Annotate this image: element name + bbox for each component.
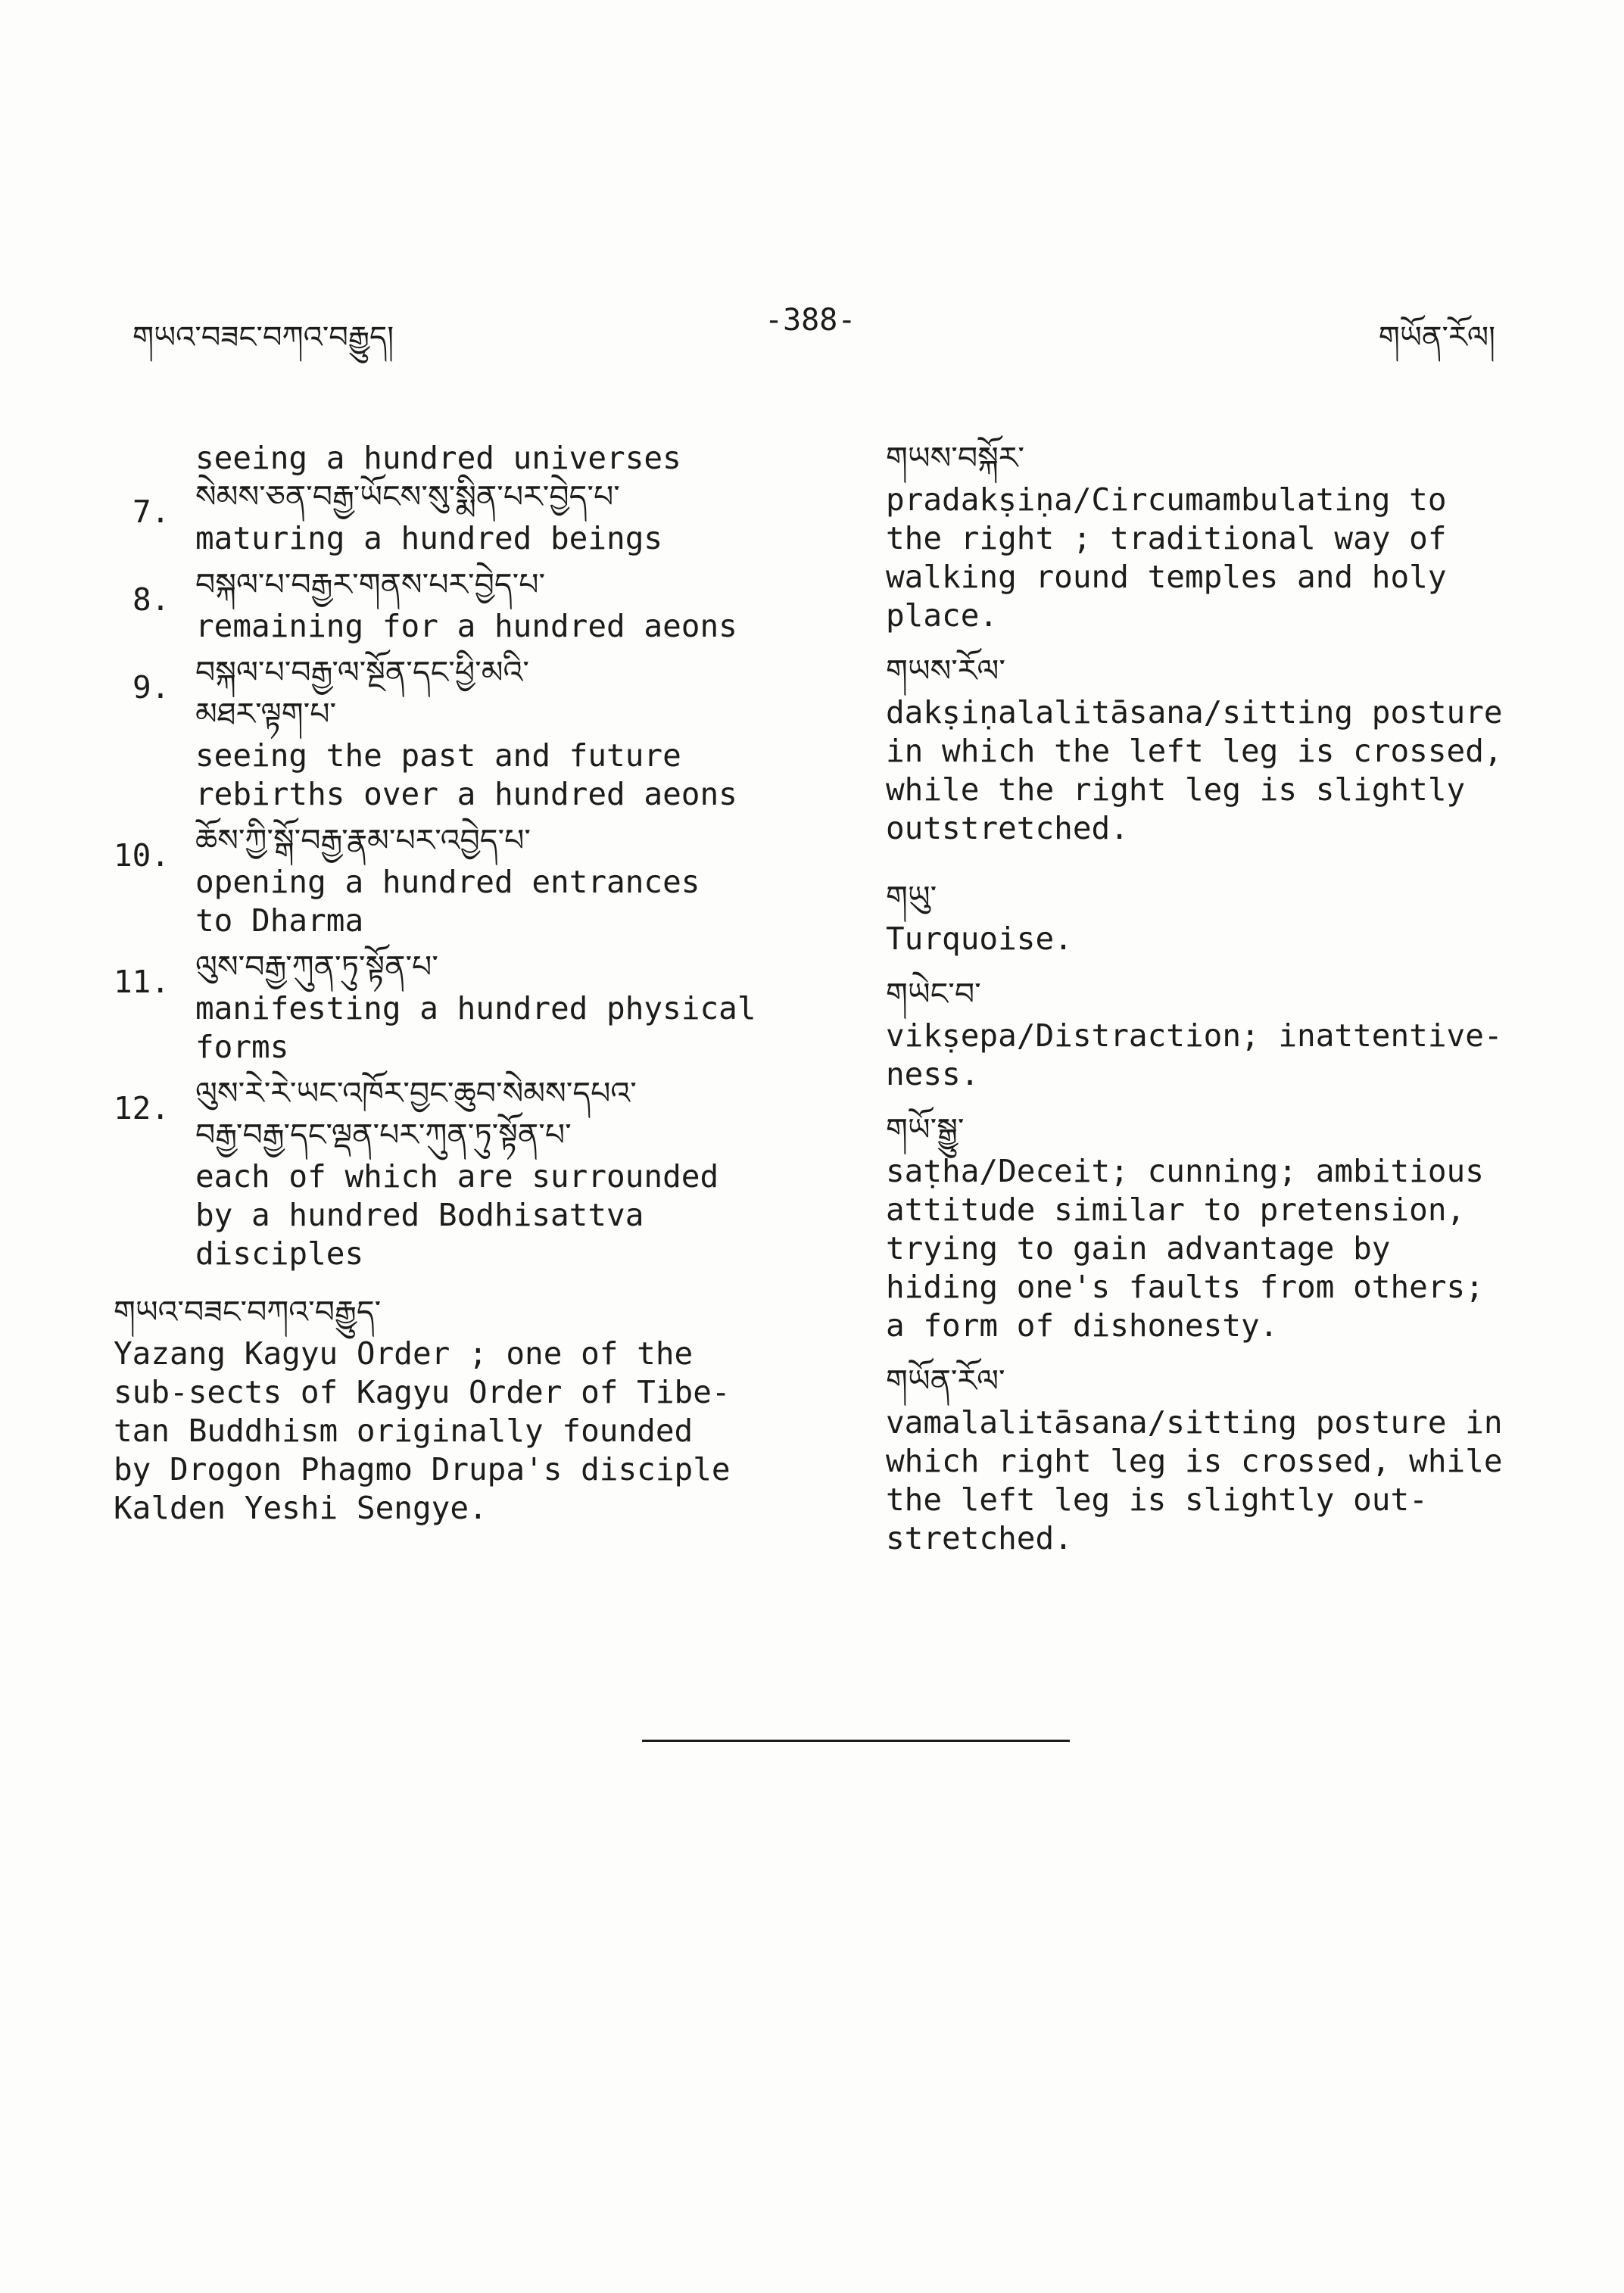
entry-definition-line: Kalden Yeshi Sengye.	[114, 1490, 488, 1526]
entry-headword: གཡས་བསྐོར་	[886, 440, 1024, 476]
glossary-entry	[886, 878, 1567, 958]
glossary-entry	[886, 975, 1567, 1094]
english-gloss: opening a hundred entrances	[195, 864, 700, 900]
english-gloss: each of which are surrounded	[195, 1158, 719, 1195]
tibetan-term-continued: བརྒྱ་བརྒྱ་དང་ལྡན་པར་ཀུན་ཏུ་སྟོན་པ་	[195, 1117, 572, 1153]
tibetan-term: བསྐལ་པ་བརྒྱ་ལ་སྔོན་དང་ཕྱི་མའི་	[195, 654, 529, 690]
list-item-12	[114, 1074, 810, 1273]
page-number: -388-	[765, 303, 856, 338]
item-number: 7.	[132, 494, 170, 530]
entry-definition-line: sub-sects of Kagyu Order of Tibe-	[114, 1374, 731, 1410]
entry-headword: གཡུ་	[886, 879, 937, 915]
entry-definition-line: hiding one's faults from others;	[886, 1269, 1484, 1305]
entry-definition-line: while the right leg is slightly	[886, 771, 1466, 808]
continued-line: seeing a hundred universes	[195, 440, 681, 476]
english-gloss: remaining for a hundred aeons	[195, 608, 737, 644]
section-end-rule	[642, 1740, 1070, 1742]
tibetan-term: ལུས་རེ་རེ་ཡང་འཁོར་བྱང་ཆུབ་སེམས་དཔའ་	[195, 1075, 637, 1111]
english-gloss: by a hundred Bodhisattva	[195, 1197, 644, 1233]
left-column	[114, 439, 810, 1544]
entry-definition-line: the left leg is slightly out-	[886, 1481, 1428, 1518]
glossary-entry	[886, 1111, 1567, 1345]
entry-definition-line: vamalalitāsana/sitting posture in	[886, 1404, 1503, 1441]
glossary-entry	[886, 652, 1567, 848]
right-column	[886, 439, 1567, 1575]
entry-definition-line: pradakṣiṇa/Circumambulating to	[886, 481, 1447, 518]
entry-headword: གཡའ་བཟང་བཀའ་བརྒྱུད་	[114, 1294, 382, 1330]
item-number: 9.	[132, 669, 170, 706]
entry-definition-line: a form of dishonesty.	[886, 1307, 1279, 1344]
english-gloss: forms	[195, 1029, 289, 1065]
entry-definition-line: vikṣepa/Distraction; inattentive-	[886, 1017, 1503, 1054]
glossary-entry	[886, 439, 1567, 635]
running-head-left: གཡའ་བཟང་བཀའ་བརྒྱུད།	[132, 320, 394, 355]
item-number: 10.	[114, 837, 170, 874]
list-item-11	[114, 948, 810, 1067]
list-item-9	[114, 653, 810, 814]
list-item-7	[114, 478, 810, 558]
english-gloss: maturing a hundred beings	[195, 520, 663, 556]
entry-definition-line: by Drogon Phagmo Drupa's disciple	[114, 1451, 731, 1488]
entry-headword: གཡོན་རོལ་	[886, 1363, 1005, 1399]
entry-definition-line: dakṣiṇalalitāsana/sitting posture	[886, 694, 1503, 731]
entry-definition-line: ness.	[886, 1056, 980, 1092]
english-gloss: to Dharma	[195, 902, 364, 939]
item-number: 11.	[114, 964, 170, 1000]
tibetan-term: བསྐལ་པ་བརྒྱར་གནས་པར་བྱེད་པ་	[195, 566, 546, 603]
english-gloss: disciples	[195, 1235, 364, 1272]
english-gloss: rebirths over a hundred aeons	[195, 776, 737, 812]
entry-headword: གཡས་རོལ་	[886, 653, 1005, 689]
item-number: 12.	[114, 1090, 170, 1126]
item-number: 8.	[132, 581, 170, 618]
entry-headword: གཡེང་བ་	[886, 976, 981, 1012]
english-gloss: seeing the past and future	[195, 737, 681, 774]
glossary-entry	[886, 1362, 1567, 1558]
entry-headword: གཡོ་སྒྱུ་	[886, 1111, 965, 1148]
entry-definition-line: outstretched.	[886, 810, 1129, 846]
entry-definition-line: attitude similar to pretension,	[886, 1192, 1466, 1228]
glossary-entry-yazang-kagyu	[114, 1293, 810, 1528]
entry-definition-line: saṭha/Deceit; cunning; ambitious	[886, 1153, 1484, 1189]
tibetan-term-continued: མཐར་ལྟག་པ་	[195, 696, 337, 732]
list-item-10	[114, 821, 810, 940]
list-item-8	[114, 565, 810, 646]
entry-definition-line: which right leg is crossed, while	[886, 1443, 1503, 1479]
tibetan-term: ལུས་བརྒྱ་ཀུན་ཏུ་སྟོན་པ་	[195, 949, 438, 985]
tibetan-term: ཆོས་ཀྱི་སྒོ་བརྒྱ་རྣམ་པར་འབྱེད་པ་	[195, 822, 531, 858]
entry-definition-line: trying to gain advantage by	[886, 1230, 1391, 1266]
entry-definition-line: tan Buddhism originally founded	[114, 1413, 694, 1449]
running-head-right: གཡོན་རོལ།	[1378, 320, 1495, 355]
entry-definition-line: place.	[886, 597, 999, 634]
entry-definition-line: Yazang Kagyu Order ; one of the	[114, 1335, 694, 1372]
tibetan-term: སེམས་ཅན་བརྒྱ་ཡོངས་སུ་སྨིན་པར་བྱེད་པ་	[195, 478, 620, 515]
entry-definition-line: in which the left leg is crossed,	[886, 733, 1503, 769]
entry-definition-line: stretched.	[886, 1520, 1073, 1556]
english-gloss: manifesting a hundred physical	[195, 990, 756, 1027]
entry-definition-line: the right ; traditional way of	[886, 520, 1447, 556]
entry-definition-line: walking round temples and holy	[886, 559, 1447, 595]
entry-definition-line: Turquoise.	[886, 921, 1073, 957]
